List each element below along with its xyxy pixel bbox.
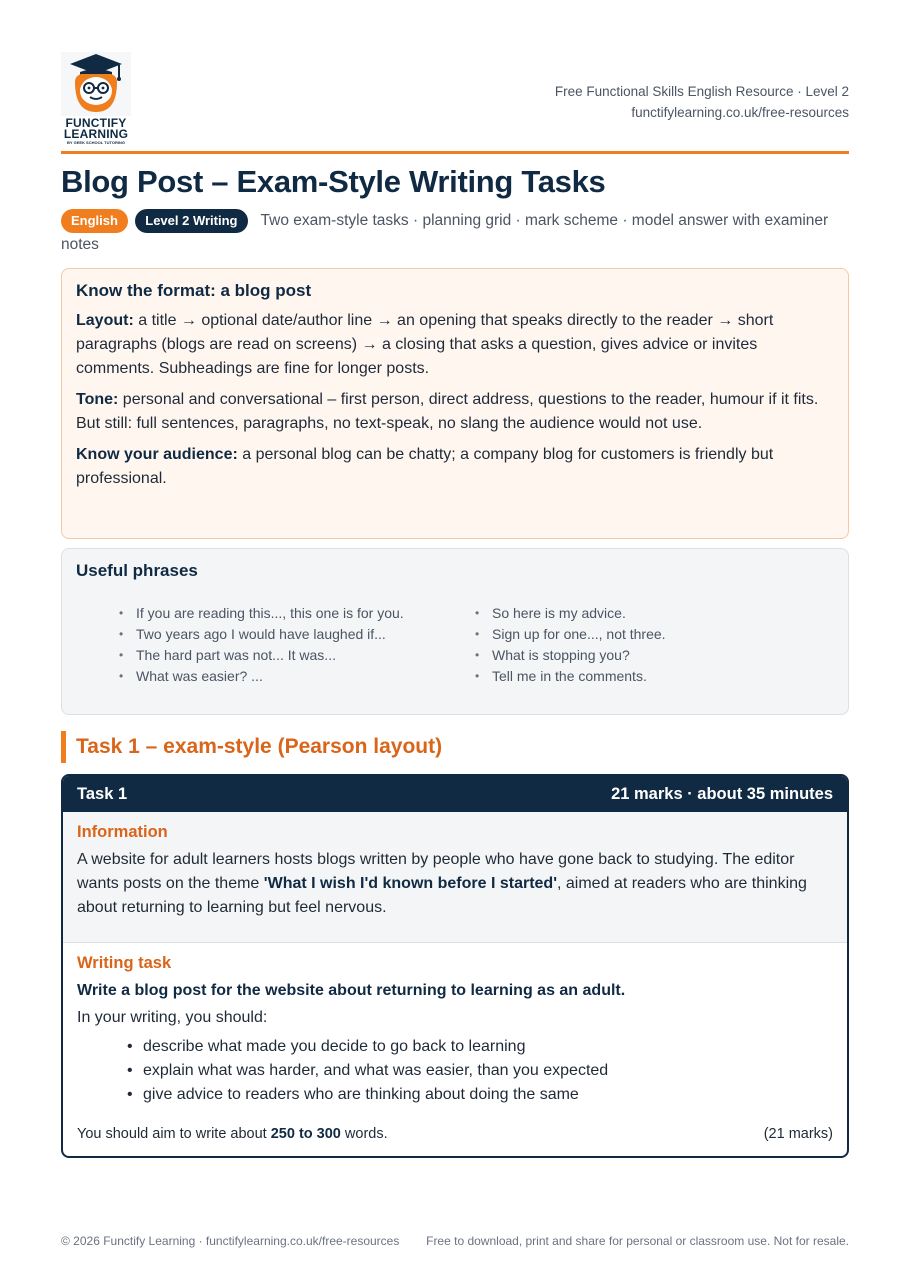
tone-text: personal and conversational – first person, direct address, questions to the reader, humour if it fits. But still: full sentences, paragraphs, no text-speak, no slang the audience would not use. — [76, 391, 819, 432]
page-title: Blog Post – Exam-Style Writing Tasks — [61, 164, 606, 199]
header-divider — [61, 151, 849, 154]
audience-text: a personal blog can be chatty; a company blog for customers is friendly but professional. — [76, 446, 774, 487]
task-instruction: Write a blog post for the website about returning to learning as an adult. — [77, 982, 626, 999]
section-title: Task 1 – exam-style (Pearson layout) — [61, 731, 442, 763]
task-card — [61, 774, 849, 1158]
writing-task-heading: Writing task — [77, 954, 172, 972]
layout-label: Layout: — [76, 312, 134, 329]
logo-wordmark-line2: LEARNING — [63, 127, 129, 141]
header-info — [555, 81, 849, 123]
task-marks-time: 21 marks · about 35 minutes — [611, 784, 833, 803]
information-text-part: , aimed at readers who are thinking about returning to learning but feel nervous. — [77, 875, 807, 916]
list-item: • give advice to readers who are thinking about doing the same — [123, 1083, 833, 1107]
word-count-guidance — [77, 1126, 833, 1142]
task-information — [63, 812, 847, 943]
task-lead-in: In your writing, you should: — [77, 1009, 268, 1026]
level-badge: Level 2 Writing — [135, 209, 247, 233]
logo-wordmark-line1: FUNCTIFY — [65, 116, 127, 130]
resource-line: Free Functional Skills English Resource · Level 2 — [554, 84, 849, 99]
aim-text — [77, 1126, 388, 1142]
task-bullets — [77, 1035, 833, 1107]
footer-license: Free to download, print and share for personal or classroom use. Not for resale. — [426, 1234, 849, 1248]
layout-paragraph — [76, 309, 834, 381]
meta-line — [61, 209, 849, 257]
subject-badge: English — [61, 209, 128, 233]
phrases-left-list — [122, 603, 478, 687]
information-theme: 'What I wish I'd known before I started' — [263, 875, 557, 892]
aim-word-range: 250 to 300 — [270, 1126, 341, 1142]
marks-note: (21 marks) — [763, 1126, 833, 1142]
page-header — [61, 52, 849, 152]
footer-copyright: © 2026 Functify Learning · functifylearning.co.uk/free-resources — [61, 1234, 400, 1248]
list-item: • The hard part was not... It was... — [122, 645, 478, 666]
tone-paragraph — [76, 388, 834, 436]
layout-text: a title → optional date/author line → an opening that speaks directly to the reader → short paragraphs (blogs are read on screens) → a closing that asks a question, gives advice or invites comments. Subheadings are fine for longer posts. — [76, 312, 774, 377]
logo-tagline: BY GEEK SCHOOL TUTORING — [66, 140, 125, 145]
list-item: • So here is my advice. — [478, 603, 834, 624]
phrases-heading: Useful phrases — [76, 561, 198, 580]
resource-url[interactable]: functifylearning.co.uk/free-resources — [631, 105, 849, 120]
list-item: • If you are reading this..., this one is for you. — [122, 603, 478, 624]
meta-description: Two exam-style tasks · planning grid · mark scheme · model answer with examiner notes — [61, 212, 829, 253]
writing-task — [63, 943, 847, 1107]
aim-text-part: words. — [340, 1126, 388, 1142]
information-text — [77, 848, 833, 920]
tone-label: Tone: — [76, 391, 119, 408]
information-text-part: A website for adult learners hosts blogs written by people who have gone back to studying. The editor wants posts on the theme — [77, 851, 795, 892]
phrases-columns — [76, 603, 834, 687]
list-item: • Tell me in the comments. — [478, 666, 834, 687]
list-item: • explain what was harder, and what was easier, than you expected — [123, 1059, 833, 1083]
graduate-mascot-icon — [61, 52, 131, 116]
task-header — [63, 776, 847, 812]
information-heading: Information — [77, 823, 168, 841]
list-item: • What was easier? ... — [122, 666, 478, 687]
list-item: • Sign up for one..., not three. — [478, 624, 834, 645]
format-box — [61, 268, 849, 539]
phrases-box — [61, 548, 849, 715]
phrases-right-list — [478, 603, 834, 687]
task-label: Task 1 — [77, 784, 128, 803]
list-item: • describe what made you decide to go back to learning — [123, 1035, 833, 1059]
format-heading: Know the format: a blog post — [76, 281, 312, 300]
audience-label: Know your audience: — [76, 446, 238, 463]
audience-paragraph — [76, 443, 834, 491]
aim-text-part: You should aim to write about — [77, 1126, 271, 1142]
list-item: • What is stopping you? — [478, 645, 834, 666]
functify-logo — [61, 52, 131, 148]
list-item: • Two years ago I would have laughed if... — [122, 624, 478, 645]
